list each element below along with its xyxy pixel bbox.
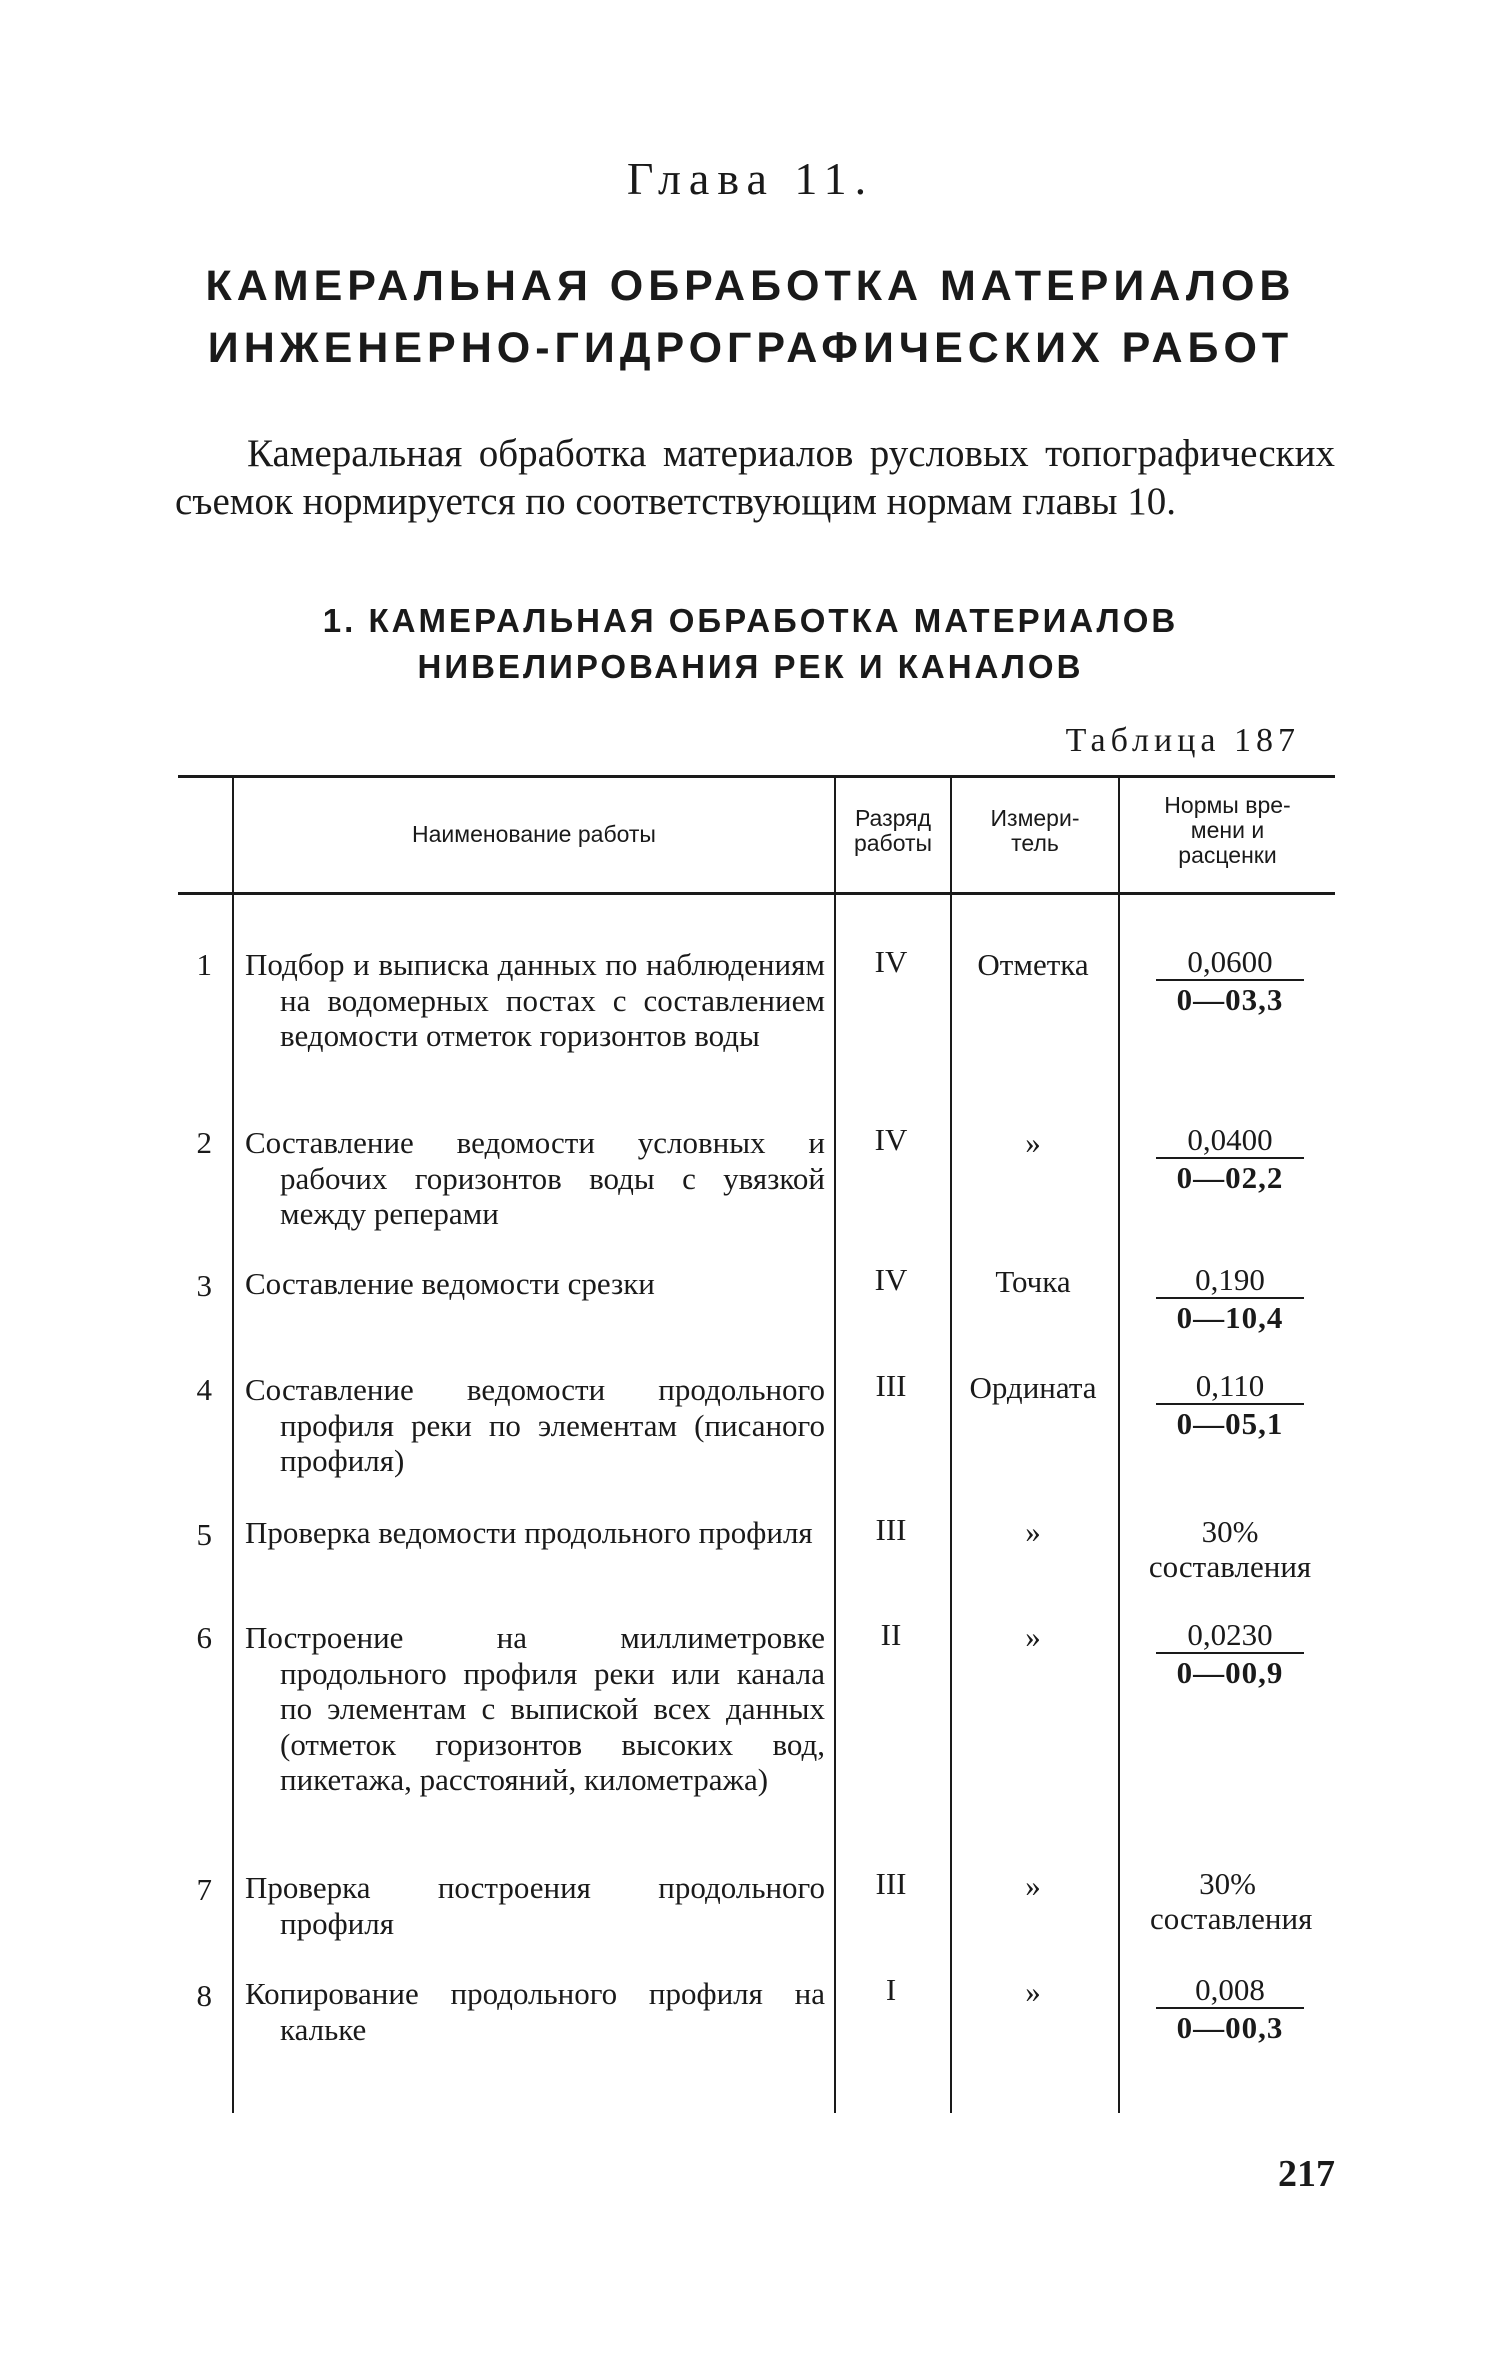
row-grade: IV	[874, 1262, 908, 1297]
row-number: 4	[196, 1372, 212, 1407]
norm-time: 0,0600	[1156, 944, 1304, 981]
row-description: Проверка ведомости продольного профиля	[245, 1515, 813, 1550]
header-unit	[952, 806, 1118, 856]
row-number: 5	[196, 1517, 212, 1552]
row-number: 3	[196, 1268, 212, 1303]
norm-time: 0,110	[1156, 1368, 1304, 1405]
norm-rate: 0—00,9	[1176, 1655, 1284, 1690]
row-grade: III	[875, 1866, 907, 1901]
chapter-title-line-1: КАМЕРАЛЬНАЯ ОБРАБОТКА МАТЕРИАЛОВ	[205, 262, 1296, 310]
row-grade: IV	[874, 1122, 908, 1157]
row-description: Составление ведомости срезки	[245, 1266, 655, 1301]
chapter-title-line-2: ИНЖЕНЕРНО-ГИДРОГРАФИЧЕСКИХ РАБОТ	[207, 324, 1294, 372]
row-unit: Точка	[995, 1264, 1071, 1299]
table-top-rule	[178, 775, 1335, 778]
row-norm: 30% составления	[1150, 1866, 1313, 1936]
column-divider-3	[950, 778, 952, 2113]
table-label: Таблица 187	[1065, 722, 1300, 759]
header-grade-line-1: Разряд	[854, 805, 932, 831]
row-norm: 30% составления	[1148, 1514, 1312, 1584]
row-norm	[1125, 1262, 1335, 1337]
norm-rate: 0—00,3	[1176, 2010, 1284, 2045]
column-divider-4	[1118, 778, 1120, 2113]
section-heading-line-1: 1. КАМЕРАЛЬНАЯ ОБРАБОТКА МАТЕРИАЛОВ	[322, 602, 1179, 639]
intro-paragraph	[175, 430, 1335, 526]
page-number: 217	[1278, 2153, 1335, 2195]
row-grade: II	[880, 1617, 902, 1652]
header-norm-line-2: мени и	[1190, 817, 1265, 843]
section-heading-line-2: НИВЕЛИРОВАНИЯ РЕК И КАНАЛОВ	[417, 648, 1084, 685]
row-description: Составление ведомости продольного профиля реки по элементам (писаного профиля)	[245, 1372, 825, 1478]
row-description: Построение на миллиметровке продольного профиля реки или канала по элементам с выпиской всех данных (отметок горизонтов высоких вод, пикетажа, расстояний, километража)	[245, 1620, 825, 1797]
header-grade	[836, 806, 950, 856]
header-norm-line-1: Нормы вре-	[1164, 792, 1291, 818]
norm-time: 0,0230	[1156, 1617, 1304, 1654]
row-description: Проверка построения продольного профиля	[245, 1870, 825, 1941]
row-norm	[1125, 944, 1335, 1019]
row-norm	[1125, 1368, 1335, 1443]
row-unit: »	[1025, 1514, 1041, 1549]
norm-time: 0,008	[1156, 1972, 1304, 2009]
row-number: 7	[196, 1872, 212, 1907]
row-norm	[1125, 1122, 1335, 1197]
norm-rate: 0—03,3	[1176, 982, 1284, 1017]
row-unit: Ордината	[969, 1370, 1097, 1405]
header-unit-line-2: тель	[1011, 830, 1059, 856]
row-unit: »	[1025, 1868, 1041, 1903]
intro-text: Камеральная обработка материалов русловых топографических съемок нормируется по соответствующим нормам главы 10.	[175, 432, 1335, 523]
row-unit: »	[1025, 1125, 1041, 1160]
column-divider-1	[232, 778, 234, 2113]
chapter-heading: Глава 11.	[626, 153, 875, 204]
section-heading	[0, 598, 1501, 690]
header-norm-line-3: расценки	[1178, 842, 1277, 868]
norm-time: 0,190	[1156, 1262, 1304, 1299]
row-grade: I	[885, 1972, 897, 2007]
norm-time: 0,0400	[1156, 1122, 1304, 1159]
header-unit-line-1: Измери-	[990, 805, 1080, 831]
row-number: 8	[196, 1978, 212, 2013]
row-unit: »	[1025, 1974, 1041, 2009]
row-unit: »	[1025, 1619, 1041, 1654]
header-name: Наименование работы	[412, 821, 656, 847]
row-grade: III	[875, 1368, 907, 1403]
header-grade-line-2: работы	[853, 830, 933, 856]
row-number: 6	[196, 1620, 212, 1655]
header-norm	[1120, 793, 1335, 868]
norm-rate: 0—10,4	[1176, 1300, 1284, 1335]
row-number: 2	[196, 1125, 212, 1160]
row-grade: IV	[874, 944, 908, 979]
norm-rate: 0—02,2	[1176, 1160, 1284, 1195]
row-unit: Отметка	[977, 947, 1089, 982]
row-norm	[1125, 1972, 1335, 2047]
row-norm	[1125, 1617, 1335, 1692]
row-description: Составление ведомости условных и рабочих горизонтов воды с увязкой между реперами	[245, 1125, 825, 1231]
row-grade: III	[875, 1512, 907, 1547]
row-description: Копирование продольного профиля на кальке	[245, 1976, 825, 2047]
chapter-title	[0, 255, 1501, 379]
row-description: Подбор и выписка данных по наблюдениям на водомерных постах с составлением ведомости отметок горизонтов воды	[245, 947, 825, 1053]
table-header-rule	[178, 892, 1335, 895]
norm-rate: 0—05,1	[1176, 1406, 1284, 1441]
row-number: 1	[196, 947, 212, 982]
